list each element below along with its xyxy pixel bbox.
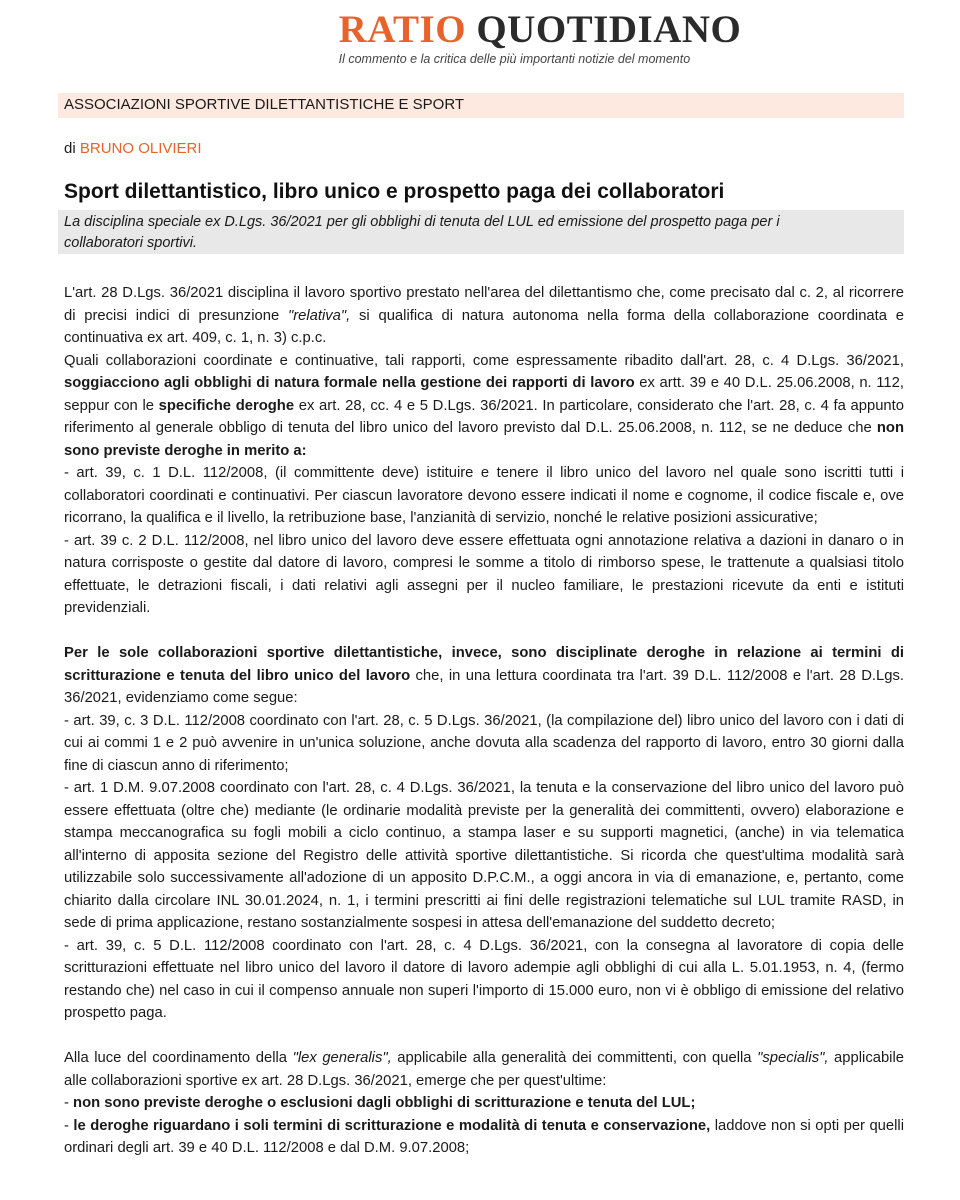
spacer [64, 620, 904, 643]
paragraph-4: - art. 39 c. 2 D.L. 112/2008, nel libro unico del lavoro deve essere effettuata ogni annotazione relativa a dazioni in danaro o in natura corrisposte o gestite dal datore di lavoro, compresi le somme a titolo di rimborso spese, le trattenute a qualsiasi titolo effettuate, le detrazioni fiscali, i dati relativi agli assegni per il nucleo familiare, le prestazioni ricevute da enti e istituti previdenziali. [64, 532, 904, 616]
paragraph-10 [64, 1092, 904, 1115]
bold-text: Per le sole collaborazioni sportive dilettantistiche, invece, sono disciplinate deroghe in relazione ai termini di scritturazione e tenuta del libro unico del lavoro [64, 645, 904, 684]
text: laddove non si opti per quelli ordinari degli art. 39 e 40 D.L. 112/2008 e dal D.M. 9.07.2008; [64, 1117, 904, 1156]
text: si qualifica di natura autonoma nella forma della collaborazione coordinata e continuativa ex art. 409, c. 1, n. 3) c.p.c. [64, 307, 904, 346]
bold-text: specifiche deroghe [158, 397, 295, 414]
text: - [64, 1095, 74, 1111]
paragraph-9 [64, 1047, 904, 1092]
section-band [58, 93, 904, 118]
logo-title [339, 8, 742, 52]
section-label: ASSOCIAZIONI SPORTIVE DILETTANTISTICHE E SPORT [64, 96, 465, 113]
paragraph-1 [64, 282, 904, 350]
spacer [64, 1025, 904, 1048]
paragraph-11 [64, 1115, 904, 1160]
article-body [64, 282, 904, 1160]
byline-prefix: di [64, 140, 76, 157]
paragraph-3: - art. 39, c. 1 D.L. 112/2008, (il committente deve) istituire e tenere il libro unico del lavoro nel quale sono iscritti tutti i collaboratori coordinati e continuativi. Per ciascun lavoratore devono essere indicati il nome e cognome, il codice fiscale e, ove ricorrano, la qualifica e il livello, la retribuzione base, l'anzianità di servizio, nonché le relative posizioni assicurative; [64, 465, 904, 526]
text: Quali collaborazioni coordinate e continuative, tali rapporti, come espressamente ribadito dall'art. 28, c. 4 D.Lgs. 36/2021, [64, 352, 904, 369]
italic-text: "lex generalis", [292, 1050, 392, 1066]
paragraph-5 [64, 642, 904, 710]
text: Alla luce del coordinamento della [64, 1050, 293, 1066]
bold-text: soggiacciono agli obblighi di natura formale nella gestione dei rapporti di lavoro [64, 375, 635, 391]
text: che, in una lettura coordinata tra l'art. 39 D.L. 112/2008 e l'art. 28 D.Lgs. 36/2021, evidenziamo come segue: [64, 667, 904, 706]
logo-ratio: RATIO [338, 8, 467, 51]
bold-text: le deroghe riguardano i soli termini di scritturazione e modalità di tenuta e conservazione, [73, 1117, 711, 1134]
byline [64, 140, 202, 157]
text: ex art. 28, cc. 4 e 5 D.Lgs. 36/2021. In particolare, considerato che l'art. 28, c. 4 fa appunto riferimento al generale obbligo di tenuta del libro unico del lavoro previsto dal D.L. 25.06.2008, n. 112, se ne deduce che [64, 397, 904, 436]
paragraph-8: - art. 39, c. 5 D.L. 112/2008 coordinato con l'art. 28, c. 4 D.Lgs. 36/2021, con la consegna al lavoratore di copia delle scritturazioni effettuate nel libro unico del lavoro il datore di lavoro adempie agli obblighi di cui alla L. 5.01.1953, n. 4, (fermo restando che) nel caso in cui il compenso annuale non superi l'importo di 15.000 euro, non vi è obbligo di emissione del relativo prospetto paga. [64, 937, 904, 1021]
italic-text: "specialis", [757, 1050, 829, 1066]
paragraph-2 [64, 350, 904, 463]
text: - [64, 1117, 74, 1134]
bold-text: non sono previste deroghe in merito a: [64, 420, 904, 459]
logo[interactable] [339, 8, 742, 66]
logo-tagline: Il commento e la critica delle più importanti notizie del momento [338, 52, 691, 66]
italic-text: "relativa", [287, 307, 351, 324]
text: applicabile alle collaborazioni sportive ex art. 28 D.Lgs. 36/2021, emerge che per quest'ultime: [64, 1050, 904, 1089]
article-subtitle: La disciplina speciale ex D.Lgs. 36/2021 per gli obblighi di tenuta del LUL ed emissione del prospetto paga per i collaboratori sportivi. [64, 214, 780, 251]
masthead [0, 8, 960, 78]
bold-text: non sono previste deroghe o esclusioni dagli obblighi di scritturazione e tenuta del LUL; [73, 1095, 696, 1111]
paragraph-6: - art. 39, c. 3 D.L. 112/2008 coordinato con l'art. 28, c. 5 D.Lgs. 36/2021, (la compilazione del) libro unico del lavoro con i dati di cui ai commi 1 e 2 può avvenire in un'unica soluzione, anche dovuta alla scadenza del rapporto di lavoro, entro 30 giorni dalla fine di ciascun anno di riferimento; [64, 712, 904, 774]
paragraph-7: - art. 1 D.M. 9.07.2008 coordinato con l'art. 28, c. 4 D.Lgs. 36/2021, la tenuta e la conservazione del libro unico del lavoro può essere effettuata (oltre che) mediante (le ordinarie modalità previste per la generalità dei committenti, ovvero) elaborazione e stampa meccanografica su fogli mobili a ciclo continuo, a stampa laser e su supporti magnetici, (anche) in via telematica all'interno di apposita sezione del Registro delle attività sportive dilettantistiche. Si ricorda che quest'ultima modalità sarà utilizzabile solo successivamente all'adozione di un apposito D.P.C.M., a oggi ancora in via di emanazione, e, pertanto, come chiarito dalla circolare INL 30.01.2024, n. 1, i termini prescritti ai fini delle registrazioni telematiche sul LUL tramite RASD, in sede di prima applicazione, restano sostanzialmente sospesi in attesa dell'emanazione del suddetto decreto; [64, 780, 904, 931]
logo-quotidiano: QUOTIDIANO [476, 8, 742, 51]
text: L'art. 28 D.Lgs. 36/2021 disciplina il lavoro sportivo prestato nell'area del dilettantismo che, come precisato dal c. 2, al ricorrere di precisi indici di presunzione [64, 285, 904, 324]
text: applicabile alla generalità dei committenti, con quella [391, 1050, 758, 1066]
article-title: Sport dilettantistico, libro unico e prospetto paga dei collaboratori [64, 180, 725, 203]
author-name[interactable]: BRUNO OLIVIERI [79, 140, 202, 157]
text: ex artt. 39 e 40 D.L. 25.06.2008, n. 112, seppur con le [64, 375, 904, 414]
